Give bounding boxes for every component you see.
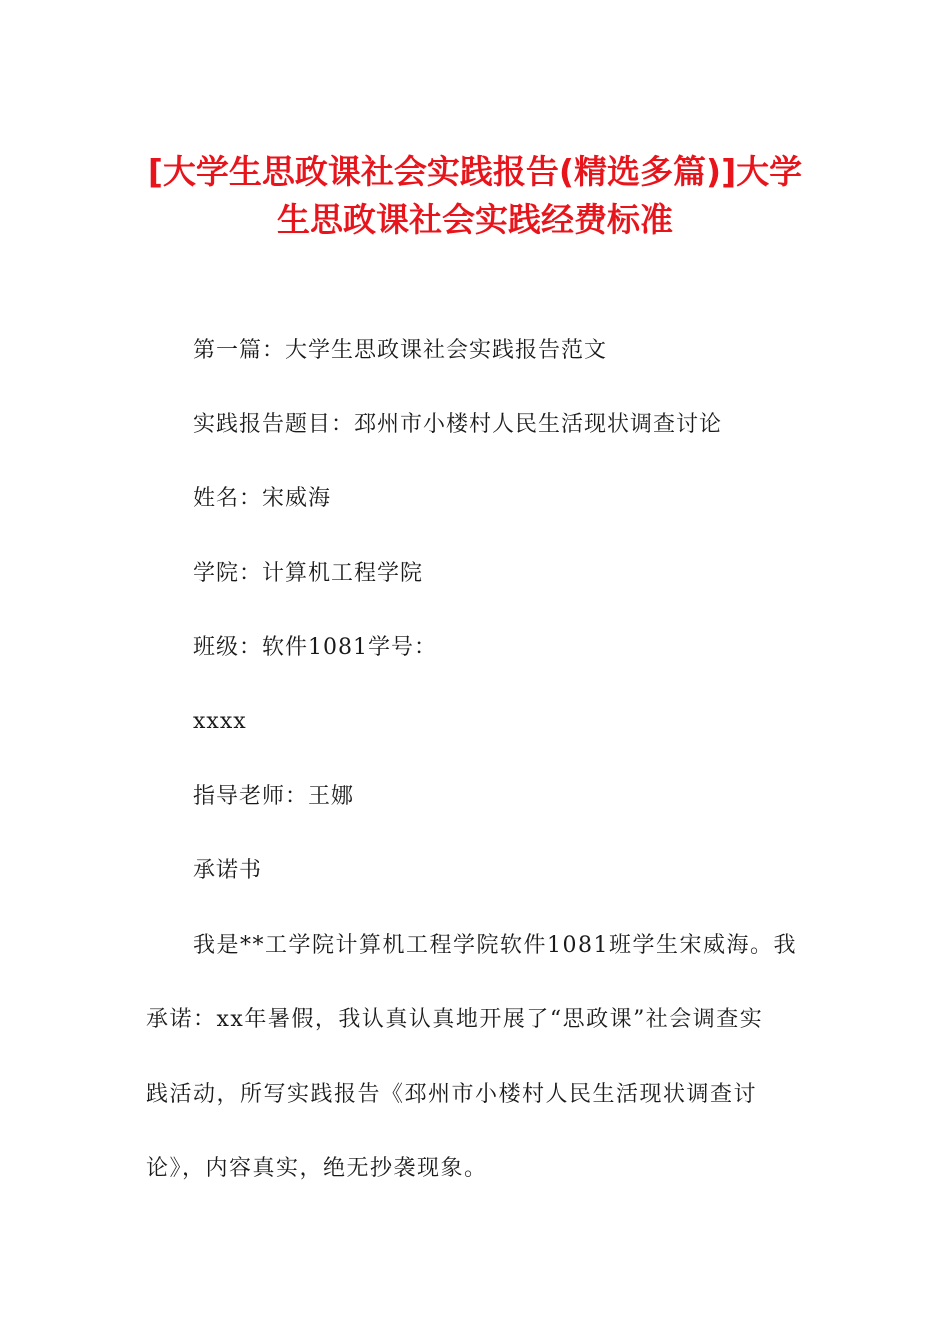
class-and-id-label: 班级：软件1081学号：	[193, 635, 437, 660]
report-topic: 实践报告题目：邳州市小楼村人民生活现状调查讨论	[193, 412, 723, 437]
title-line-1: [大学生思政课社会实践报告(精选多篇)]大学	[147, 152, 803, 191]
pledge-line-3: 践活动，所写实践报告《邳州市小楼村人民生活现状调查讨	[146, 1082, 758, 1107]
title-line-2: 生思政课社会实践经费标准	[277, 200, 673, 239]
pledge-line-1: 我是**工学院计算机工程学院软件1081班学生宋威海。我	[193, 933, 797, 958]
pledge-heading: 承诺书	[193, 858, 263, 883]
pledge-line-4: 论》，内容真实，绝无抄袭现象。	[146, 1156, 488, 1181]
pledge-line-2: 承诺：xx年暑假，我认真认真地开展了“思政课”社会调查实	[146, 1007, 764, 1032]
college: 学院：计算机工程学院	[193, 561, 424, 586]
section-heading: 第一篇：大学生思政课社会实践报告范文	[193, 338, 608, 363]
advisor: 指导老师：王娜	[193, 784, 355, 809]
student-id: xxxx	[193, 709, 247, 734]
document-title	[140, 148, 810, 244]
student-name: 姓名：宋威海	[193, 486, 332, 511]
